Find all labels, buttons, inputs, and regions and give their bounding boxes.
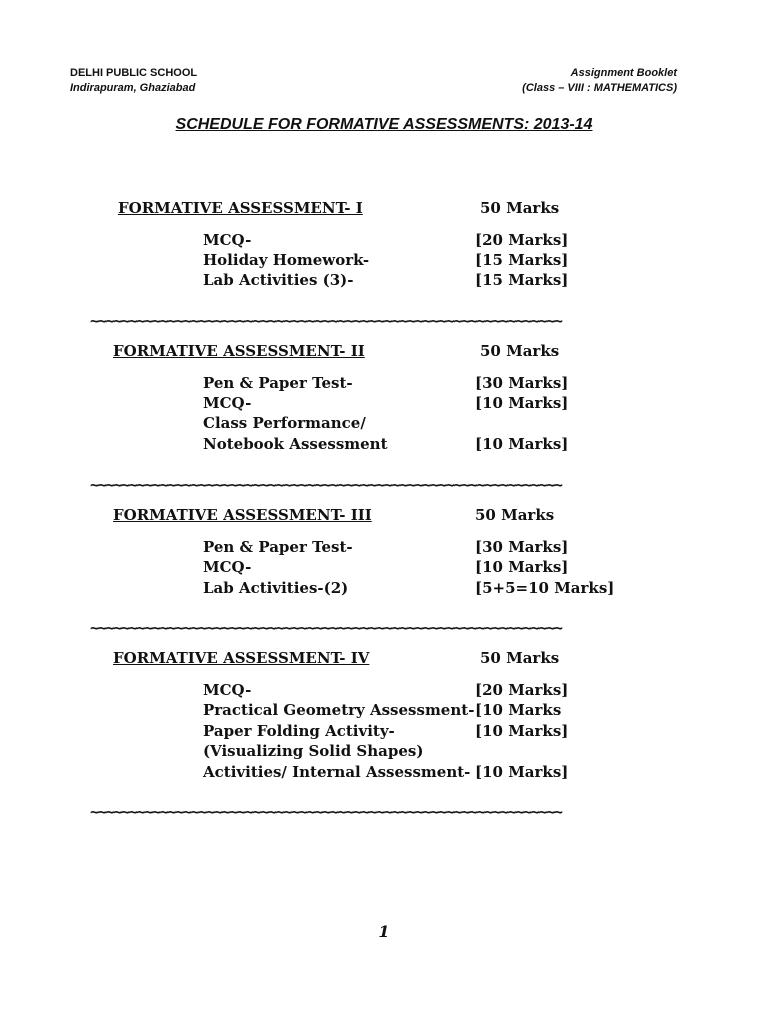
assessment-3-item-marks: [10 Marks] — [475, 558, 569, 576]
assessment-3-title: FORMATIVE ASSESSMENT- III — [113, 506, 372, 524]
separator-line: ~~~~~~~~~~~~~~~~~~~~~~~~~~~~~~~~~~~~~~~~~~~~~~~~~~~~~~~~~~~~~ — [90, 803, 562, 821]
assessment-4-title: FORMATIVE ASSESSMENT- IV — [113, 649, 370, 667]
assessment-4-item-marks: [10 Marks] — [475, 763, 569, 781]
assessment-1-item-label: Lab Activities (3)- — [203, 271, 354, 289]
assessment-2-item-marks: [30 Marks] — [475, 374, 569, 392]
header-right — [522, 66, 677, 96]
assessment-1-item-marks: [15 Marks] — [475, 271, 569, 289]
assessment-3-item-label: Pen & Paper Test- — [203, 538, 353, 556]
assessment-3-marks: 50 Marks — [475, 506, 555, 524]
assessment-4-item-label: MCQ- — [203, 681, 252, 699]
assessment-4-item-label: Practical Geometry Assessment- — [203, 701, 475, 719]
class-info: (Class – VIII : MATHEMATICS) — [522, 82, 677, 94]
assessment-1-item-label: Holiday Homework- — [203, 251, 370, 269]
assessment-2-item-label: MCQ- — [203, 394, 252, 412]
assessment-4-item-label: Activities/ Internal Assessment- — [203, 763, 471, 781]
assessment-3-item-marks: [5+5=10 Marks] — [475, 579, 615, 597]
assessment-4-item-label: (Visualizing Solid Shapes) — [203, 742, 424, 760]
assessment-2-item-label: Pen & Paper Test- — [203, 374, 353, 392]
assessment-2-item-label: Class Performance/ — [203, 414, 366, 432]
assessment-1-title: FORMATIVE ASSESSMENT- I — [118, 199, 363, 217]
page-number: 1 — [378, 922, 390, 941]
assessment-2-item-marks: [10 Marks] — [475, 394, 569, 412]
booklet-name: Assignment Booklet — [570, 67, 677, 79]
assessment-4-item-marks: [10 Marks — [475, 701, 562, 719]
assessment-3-item-label: Lab Activities-(2) — [203, 579, 349, 597]
separator-line: ~~~~~~~~~~~~~~~~~~~~~~~~~~~~~~~~~~~~~~~~~~~~~~~~~~~~~~~~~~~~~ — [90, 619, 562, 637]
assessment-2-marks: 50 Marks — [480, 342, 560, 360]
assessment-2-item-marks: [10 Marks] — [475, 435, 569, 453]
assessment-4-marks: 50 Marks — [480, 649, 560, 667]
assessment-4-item-marks: [10 Marks] — [475, 722, 569, 740]
header-left — [70, 66, 197, 96]
school-name: DELHI PUBLIC SCHOOL — [70, 67, 198, 79]
assessment-1-item-marks: [15 Marks] — [475, 251, 569, 269]
assessment-3-item-label: MCQ- — [203, 558, 252, 576]
assessment-2-item-label: Notebook Assessment — [203, 435, 388, 453]
assessment-1-item-marks: [20 Marks] — [475, 231, 569, 249]
page-title: SCHEDULE FOR FORMATIVE ASSESSMENTS: 2013-14 — [175, 116, 593, 133]
assessment-4-item-label: Paper Folding Activity- — [203, 722, 395, 740]
assessment-4-item-marks: [20 Marks] — [475, 681, 569, 699]
assessment-3-item-marks: [30 Marks] — [475, 538, 569, 556]
assessment-1-item-label: MCQ- — [203, 231, 252, 249]
assessment-2-title: FORMATIVE ASSESSMENT- II — [113, 342, 365, 360]
school-location: Indirapuram, Ghaziabad — [70, 82, 196, 94]
separator-line: ~~~~~~~~~~~~~~~~~~~~~~~~~~~~~~~~~~~~~~~~~~~~~~~~~~~~~~~~~~~~~ — [90, 476, 562, 494]
assessment-1-marks: 50 Marks — [480, 199, 560, 217]
separator-line: ~~~~~~~~~~~~~~~~~~~~~~~~~~~~~~~~~~~~~~~~~~~~~~~~~~~~~~~~~~~~~ — [90, 312, 562, 330]
